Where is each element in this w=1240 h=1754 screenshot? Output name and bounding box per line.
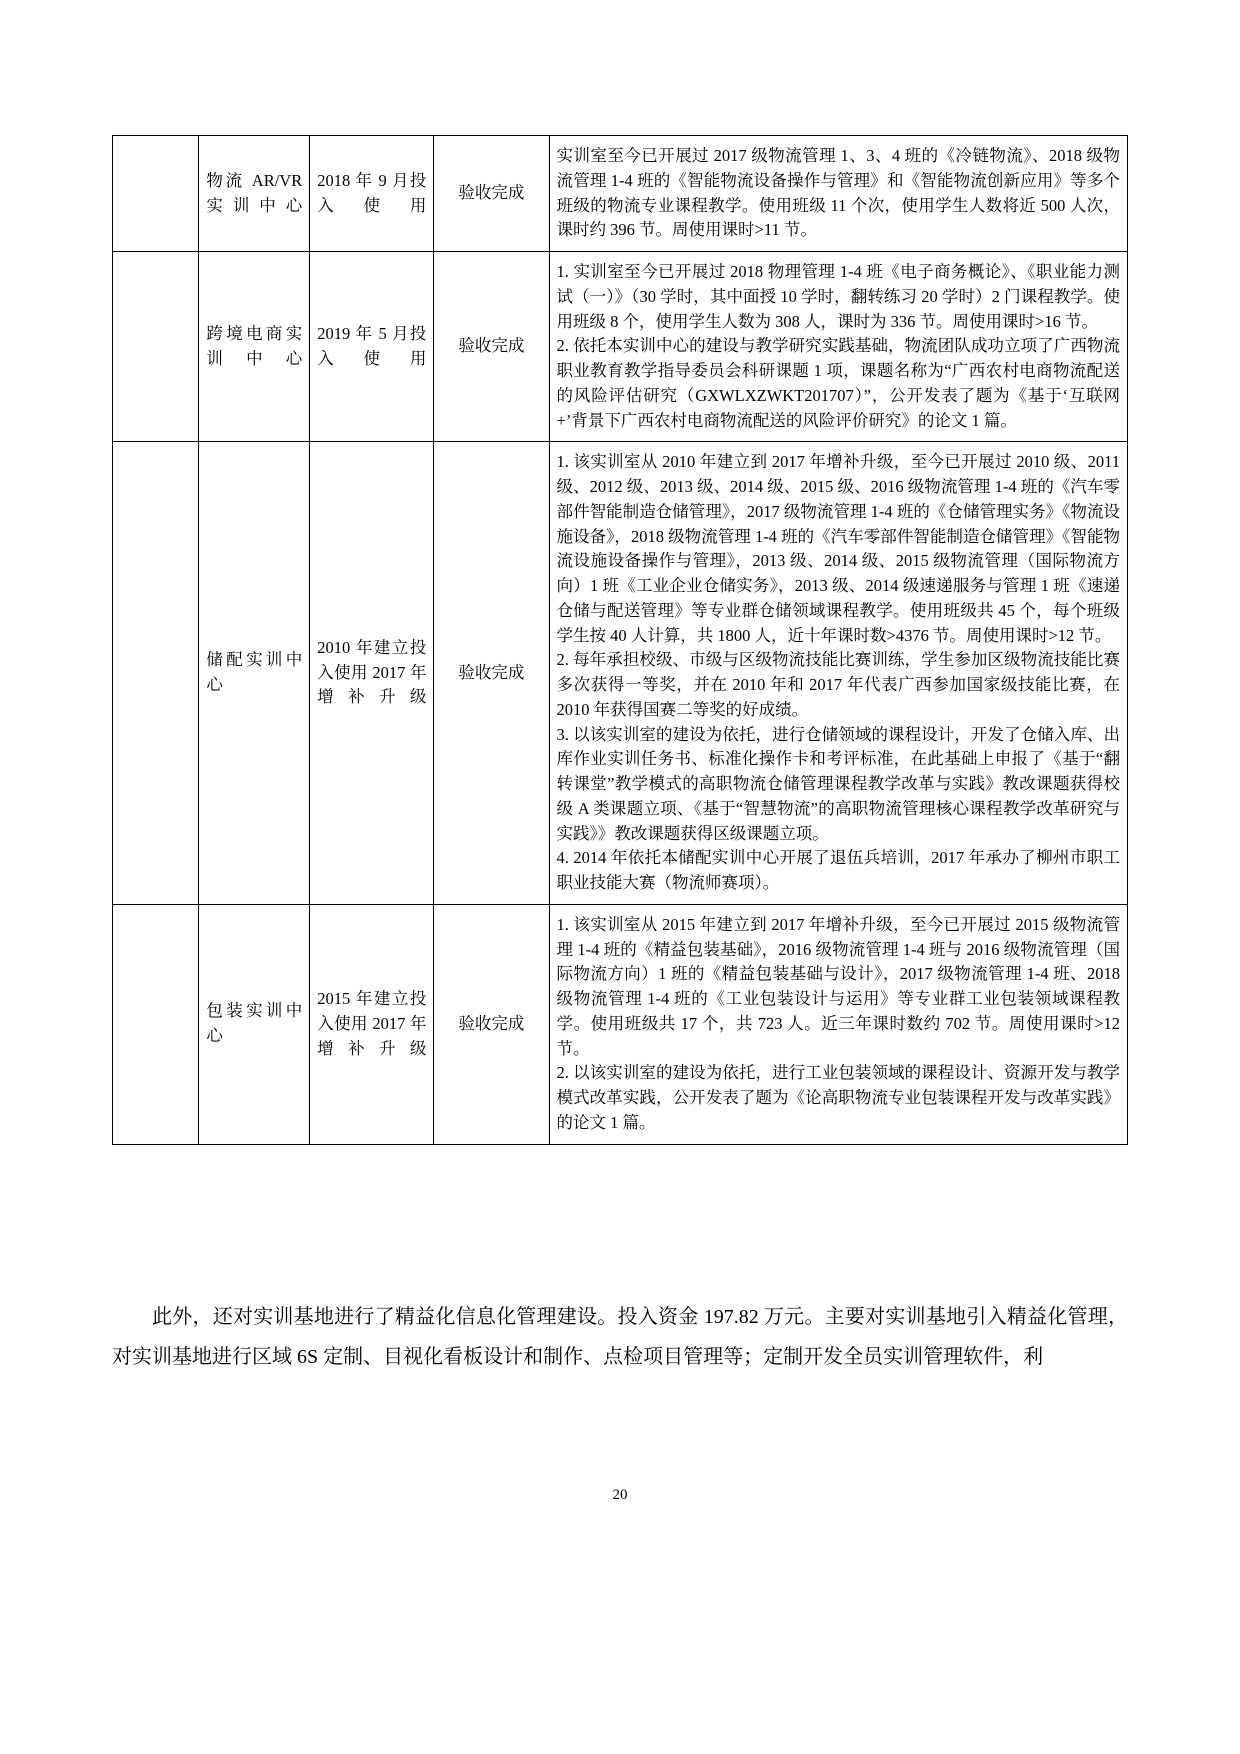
center-name-cell: 物流 AR/VR 实训中心 <box>199 136 310 252</box>
row-spacer-cell <box>113 252 199 442</box>
description-paragraph: 2. 以该实训室的建设为依托，进行工业包装领域的课程设计、资源开发与教学模式改革实践，公开发表了题为《论高职物流专业包装课程开发与改革实践》的论文 1 篇。 <box>556 1063 1120 1132</box>
center-name-cell: 储配实训中心 <box>199 442 310 905</box>
description-paragraph: 2. 每年承担校级、市级与区级物流技能比赛训练，学生参加区级物流技能比赛多次获得一等奖，并在 2010 年和 2017 年代表广西参加国家级技能比赛，在 2010 年获得国赛二等奖的好成绩。 <box>556 650 1120 719</box>
center-status-cell: 验收完成 <box>434 442 549 905</box>
description-paragraph: 1. 该实训室从 2015 年建立到 2017 年增补升级，至今已开展过 2015 级物流管理 1-4 班的《精益包装基础》，2016 级物流管理 1-4 班与 2016 级物流管理（国际物流方向）1 班的《精益包装基础与设计》，2017 级物流管理 1-4 班、2018 级物流管理 1-4 班的《工业包装设计与运用》等专业群工业包装领域课程教学。使用班级共 17 个，共 723 人。近三年课时数约 702 节。周使用课时>12 节。 <box>556 914 1120 1058</box>
center-date-cell: 2019 年 5 月投入使用 <box>310 252 434 442</box>
table-row <box>113 904 1128 1144</box>
center-date-cell: 2015 年建立投入使用 2017 年增补升级 <box>310 904 434 1144</box>
center-status-cell: 验收完成 <box>434 904 549 1144</box>
description-paragraph: 1. 该实训室从 2010 年建立到 2017 年增补升级，至今已开展过 2010 级、2011 级、2012 级、2013 级、2014 级、2015 级、2016 级物流管理 1-4 班的《汽车零部件智能制造仓储管理》，2017 级物流管理 1-4 班的《仓储管理实务》《物流设施设备》，2018 级物流管理 1-4 班的《汽车零部件智能制造仓储管理》《智能物流设施设备操作与管理》，2013 级、2014 级、2015 级物流管理（国际物流方向）1 班《工业企业仓储实务》，2013 级、2014 级速递服务与管理 1 班《速递仓储与配送管理》等专业群仓储领域课程教学。使用班级共 45 个，每个班级学生按 40 人计算，共 1800 人，近十年课时数>4376 节。周使用课时>12 节。 <box>556 452 1120 645</box>
center-name-cell: 跨境电商实训中心 <box>199 252 310 442</box>
center-date-cell: 2018 年 9 月投入使用 <box>310 136 434 252</box>
center-description-cell <box>549 904 1127 1144</box>
table-row <box>113 442 1128 905</box>
center-description-cell <box>549 442 1127 905</box>
description-paragraph: 实训室至今已开展过 2017 级物流管理 1、3、4 班的《冷链物流》、2018 级物流管理 1-4 班的《智能物流设备操作与管理》和《智能物流创新应用》等多个班级的物流专业课程教学。使用班级 11 个次，使用学生人数将近 500 人次，课时约 396 节。周使用课时>11 节。 <box>556 146 1121 240</box>
table-row <box>113 252 1128 442</box>
center-name-cell: 包装实训中心 <box>199 904 310 1144</box>
description-paragraph: 4. 2014 年依托本储配实训中心开展了退伍兵培训，2017 年承办了柳州市职工职业技能大赛（物流师赛项）。 <box>556 848 1120 892</box>
description-paragraph: 1. 实训室至今已开展过 2018 物理管理 1-4 班《电子商务概论》、《职业能力测试（一）》（30 学时，其中面授 10 学时，翻转练习 20 学时）2 门课程教学。使用班级 8 个，使用学生人数为 308 人，课时为 336 节。周使用课时>16 节。 <box>556 262 1120 331</box>
center-status-cell: 验收完成 <box>434 136 549 252</box>
page-number: 20 <box>612 1487 628 1503</box>
training-center-table <box>112 135 1128 1145</box>
table-row <box>113 136 1128 252</box>
center-status-cell: 验收完成 <box>434 252 549 442</box>
body-paragraph: 此外，还对实训基地进行了精益化信息化管理建设。投入资金 197.82 万元。主要对实训基地引入精益化管理，对实训基地进行区域 6S 定制、目视化看板设计和制作、点检项目管理等；定制开发全员实训管理软件，利 <box>112 1306 1128 1368</box>
description-paragraph: 2. 依托本实训中心的建设与教学研究实践基础，物流团队成功立项了广西物流职业教育教学指导委员会科研课题 1 项，课题名称为“广西农村电商物流配送的风险评估研究（GXWLXZWKT201707）”，公开发表了题为《基于‘互联网+’背景下广西农村电商物流配送的风险评价研究》的论文 1 篇。 <box>556 336 1120 430</box>
description-paragraph: 3. 以该实训室的建设为依托，进行仓储领域的课程设计，开发了仓储入库、出库作业实训任务书、标准化操作卡和考评标准，在此基础上申报了《基于“翻转课堂”教学模式的高职物流仓储管理课程教学改革与实践》教改课题获得校级 A 类课题立项、《基于“智慧物流”的高职物流管理核心课程教学改革研究与实践》》教改课题获得区级课题立项。 <box>556 724 1120 843</box>
center-date-cell: 2010 年建立投入使用 2017 年增补升级 <box>310 442 434 905</box>
row-spacer-cell <box>113 442 199 905</box>
row-spacer-cell <box>113 136 199 252</box>
row-spacer-cell <box>113 904 199 1144</box>
center-description-cell <box>549 252 1127 442</box>
center-description-cell <box>549 136 1127 252</box>
